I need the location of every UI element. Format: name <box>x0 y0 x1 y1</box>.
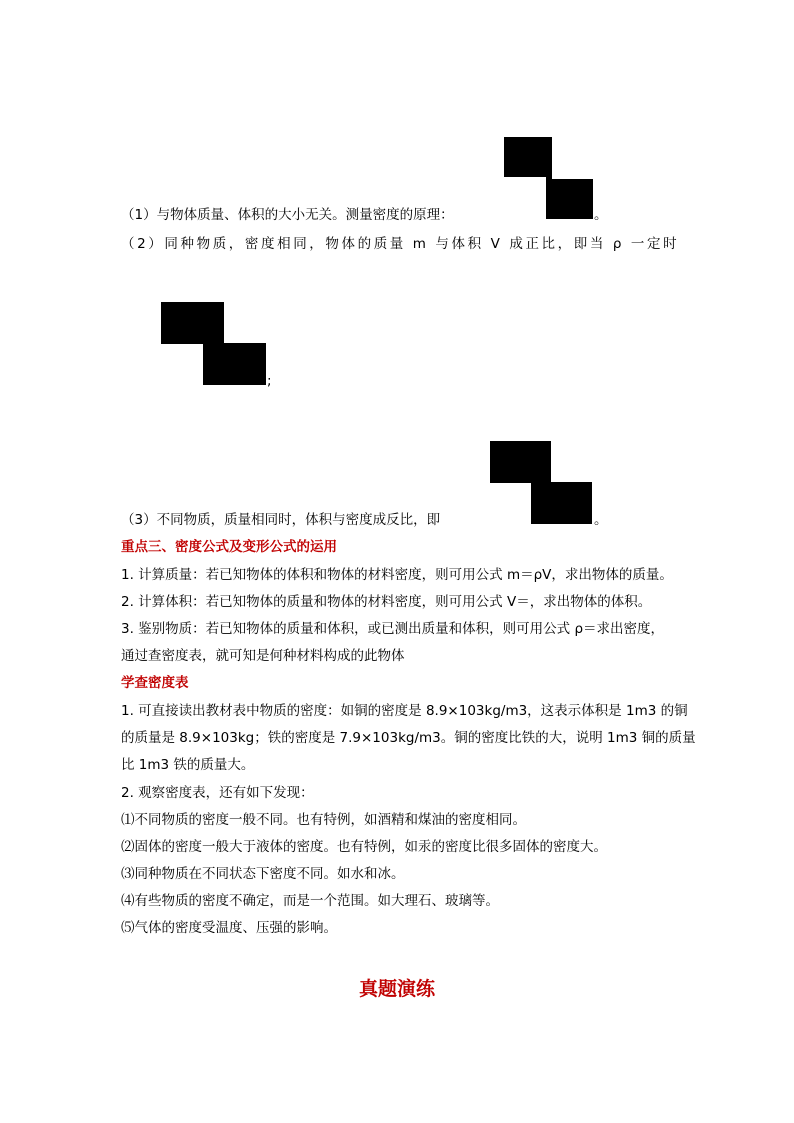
formula-image-1-bottom <box>546 179 593 219</box>
formula-image-2-top <box>161 302 224 344</box>
formula-image-1-strip <box>546 177 552 179</box>
read-table-line-1: 1. 可直接读出教材表中物质的密度：如铜的密度是 8.9×103kg/m3，这表示体积是 1m3 的铜 <box>121 703 688 719</box>
proportional-line: （2）同种物质，密度相同，物体的质量 m 与体积 V 成正比，即当 ρ 一定时 <box>121 236 680 252</box>
key-point-three-heading: 重点三、密度公式及变形公式的运用 <box>121 539 337 555</box>
formula-image-3-bottom <box>531 482 592 524</box>
principle-line: （1）与物体质量、体积的大小无关。测量密度的原理： <box>121 207 454 223</box>
formula-image-1-top <box>504 137 552 177</box>
inverse-line: （3）不同物质，质量相同时，体积与密度成反比，即 <box>121 512 441 528</box>
finding-item-3: ⑶同种物质在不同状态下密度不同。如水和冰。 <box>121 866 405 882</box>
section-title: 真题演练 <box>358 978 435 1000</box>
read-table-line-2: 的质量是 8.9×103kg；铁的密度是 7.9×103kg/m3。铜的密度比铁的大，说明 1m3 铜的质量 <box>121 730 696 746</box>
inverse-line-end: 。 <box>594 512 608 528</box>
finding-item-5: ⑸气体的密度受温度、压强的影响。 <box>121 920 337 936</box>
finding-item-2: ⑵固体的密度一般大于液体的密度。也有特例，如汞的密度比很多固体的密度大。 <box>121 839 607 855</box>
identify-substance-line-2: 通过查密度表，就可知是何种材料构成的此物体 <box>121 648 405 664</box>
principle-line-end: 。 <box>594 207 608 223</box>
finding-item-1: ⑴不同物质的密度一般不同。也有特例，如酒精和煤油的密度相同。 <box>121 812 526 828</box>
finding-item-4: ⑷有些物质的密度不确定，而是一个范围。如大理石、玻璃等。 <box>121 893 499 909</box>
identify-substance-line-1: 3. 鉴别物质：若已知物体的质量和体积，或已测出质量和体积，则可用公式 ρ＝求出密度， <box>121 621 665 637</box>
formula-image-3-top <box>490 441 551 483</box>
calc-volume-line: 2. 计算体积：若已知物体的质量和物体的材料密度，则可用公式 V＝，求出物体的体积。 <box>121 594 652 610</box>
read-table-line-3: 比 1m3 铁的质量大。 <box>121 757 255 773</box>
density-table-heading: 学查密度表 <box>121 675 189 691</box>
formula-image-2-bottom <box>203 343 266 385</box>
observe-table-line: 2. 观察密度表，还有如下发现： <box>121 785 314 801</box>
calc-mass-line: 1. 计算质量：若已知物体的体积和物体的材料密度，则可用公式 m＝ρV，求出物体的质量。 <box>121 567 673 583</box>
proportional-line-end: ; <box>267 373 272 389</box>
